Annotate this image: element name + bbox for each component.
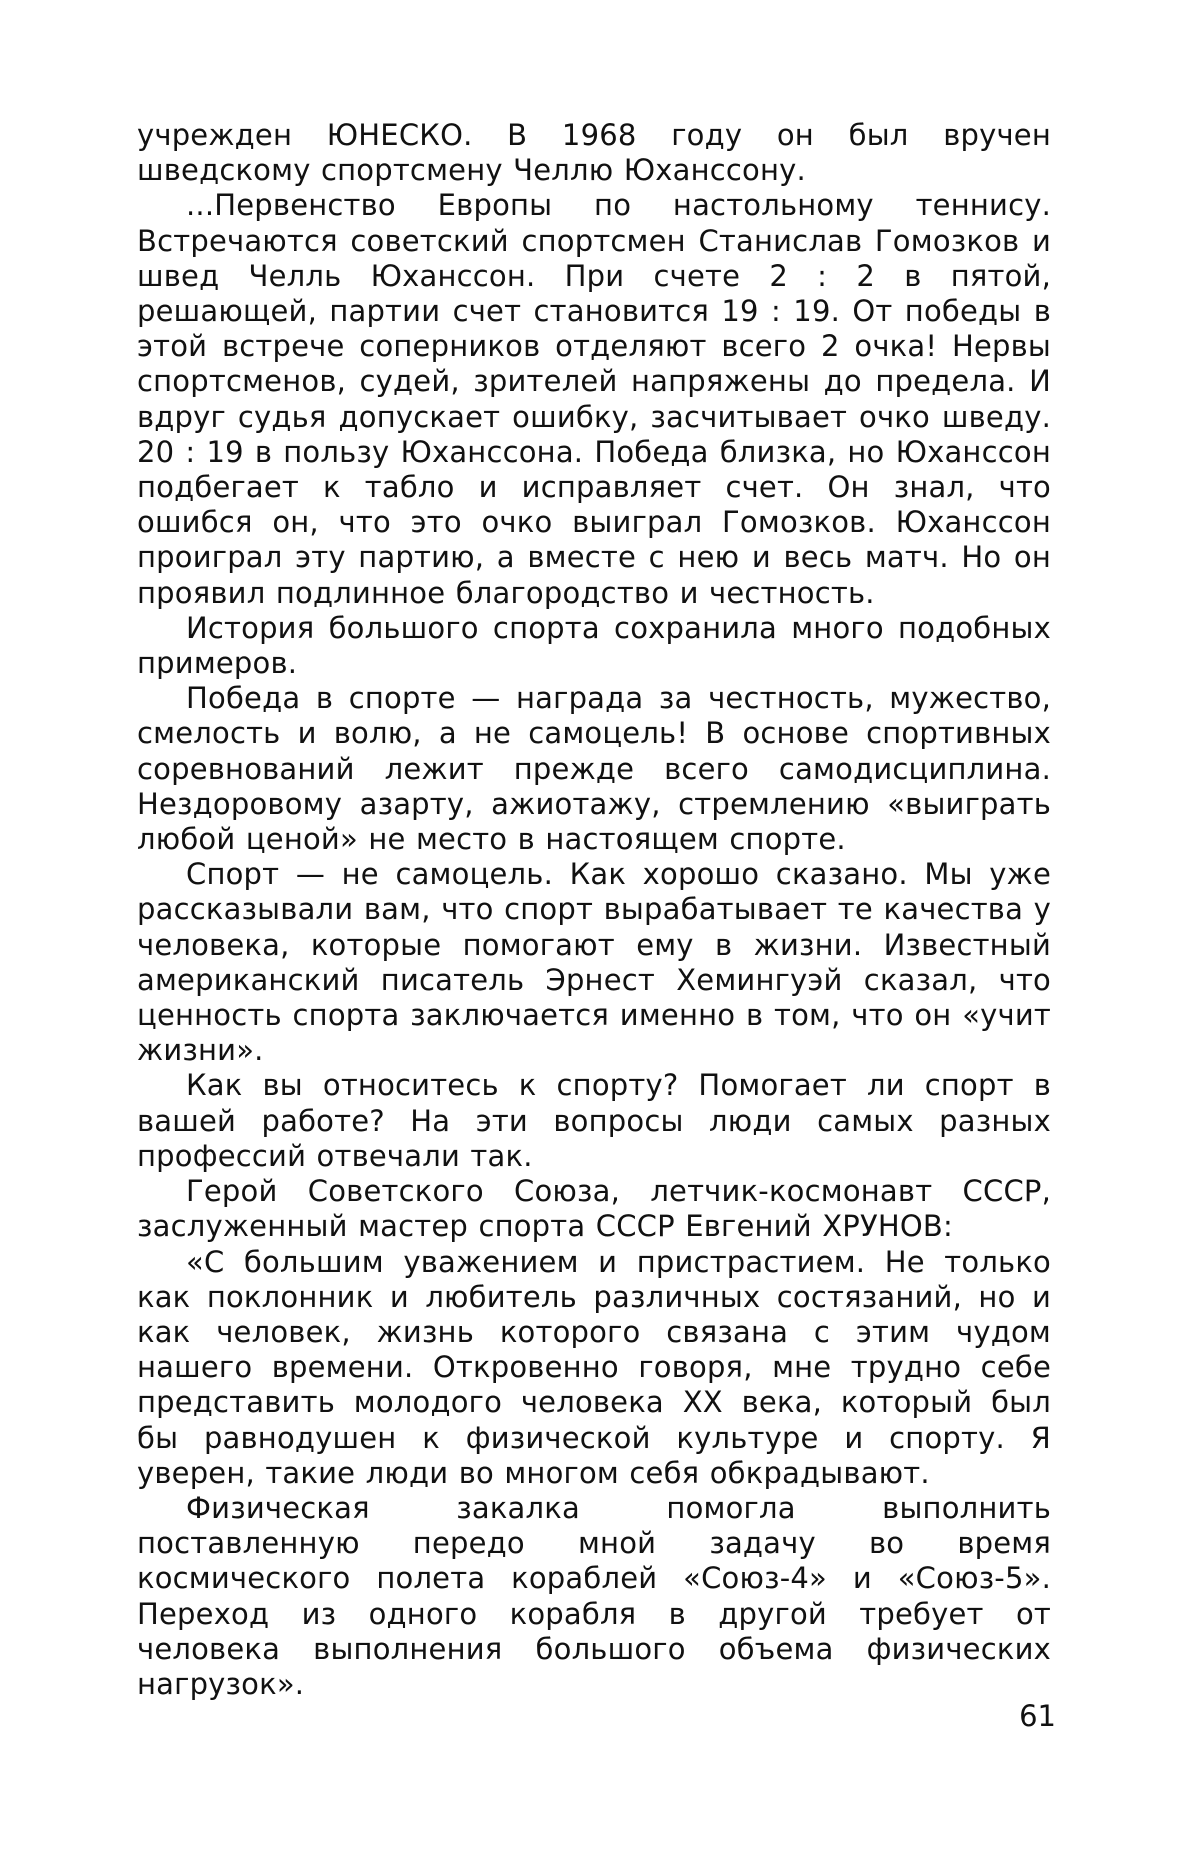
paragraph-continuation: учрежден ЮНЕСКО. В 1968 году он был вручен шведскому спортсмену Челлю Юханссону. bbox=[137, 118, 1051, 188]
paragraph-quote-part-2: Физическая закалка помогла выполнить поставленную передо мной задачу во время космического полета кораблей «Союз-4» и «Союз-5». Переход из одного корабля в другой требует от человека выполнения большого объема физических нагрузок». bbox=[137, 1490, 1051, 1701]
paragraph-sport-not-goal: Спорт — не самоцель. Как хорошо сказано. Мы уже рассказывали вам, что спорт вырабатывает те качества у человека, которые помогают ему в жизни. Известный американский писатель Эрнест Хемингуэй сказал, что ценность спорта заключается именно в том, что он «учит жизни». bbox=[137, 857, 1051, 1068]
paragraph-speaker-intro: Герой Советского Союза, летчик-космонавт СССР, заслуженный мастер спорта СССР Евгений ХРУНОВ: bbox=[137, 1174, 1051, 1244]
paragraph-victory: Победа в спорте — награда за честность, мужество, смелость и волю, а не самоцель! В основе спортивных соревнований лежит прежде всего самодисциплина. Нездоровому азарту, ажиотажу, стремлению «выиграть любой ценой» не место в настоящем спорте. bbox=[137, 681, 1051, 857]
paragraph-championship-story: ...Первенство Европы по настольному теннису. Встречаются советский спортсмен Станислав Гомозков и швед Челль Юханссон. При счете 2 : 2 в пятой, решающей, партии счет становится 19 : 19. От победы в этой встрече соперников отделяют всего 2 очка! Нервы спортсменов, судей, зрителей напряжены до предела. И вдруг судья допускает ошибку, засчитывает очко шведу. 20 : 19 в пользу Юханссона. Победа близка, но Юханссон подбегает к табло и исправляет счет. Он знал, что ошибся он, что это очко выиграл Гомозков. Юханссон проиграл эту партию, а вместе с нею и весь матч. Но он проявил подлинное благородство и честность. bbox=[137, 188, 1051, 610]
paragraph-question: Как вы относитесь к спорту? Помогает ли спорт в вашей работе? На эти вопросы люди самых разных профессий отвечали так. bbox=[137, 1068, 1051, 1173]
paragraph-history: История большого спорта сохранила много подобных примеров. bbox=[137, 610, 1051, 681]
body-text bbox=[137, 118, 1051, 1702]
page-number: 61 bbox=[1019, 1699, 1056, 1733]
paragraph-quote-part-1: «С большим уважением и пристрастием. Не только как поклонник и любитель различных состязаний, но и как человек, жизнь которого связана с этим чудом нашего времени. Откровенно говоря, мне трудно себе представить молодого человека XX века, который был бы равнодушен к физической культуре и спорту. Я уверен, такие люди во многом себя обкрадывают. bbox=[137, 1244, 1051, 1490]
